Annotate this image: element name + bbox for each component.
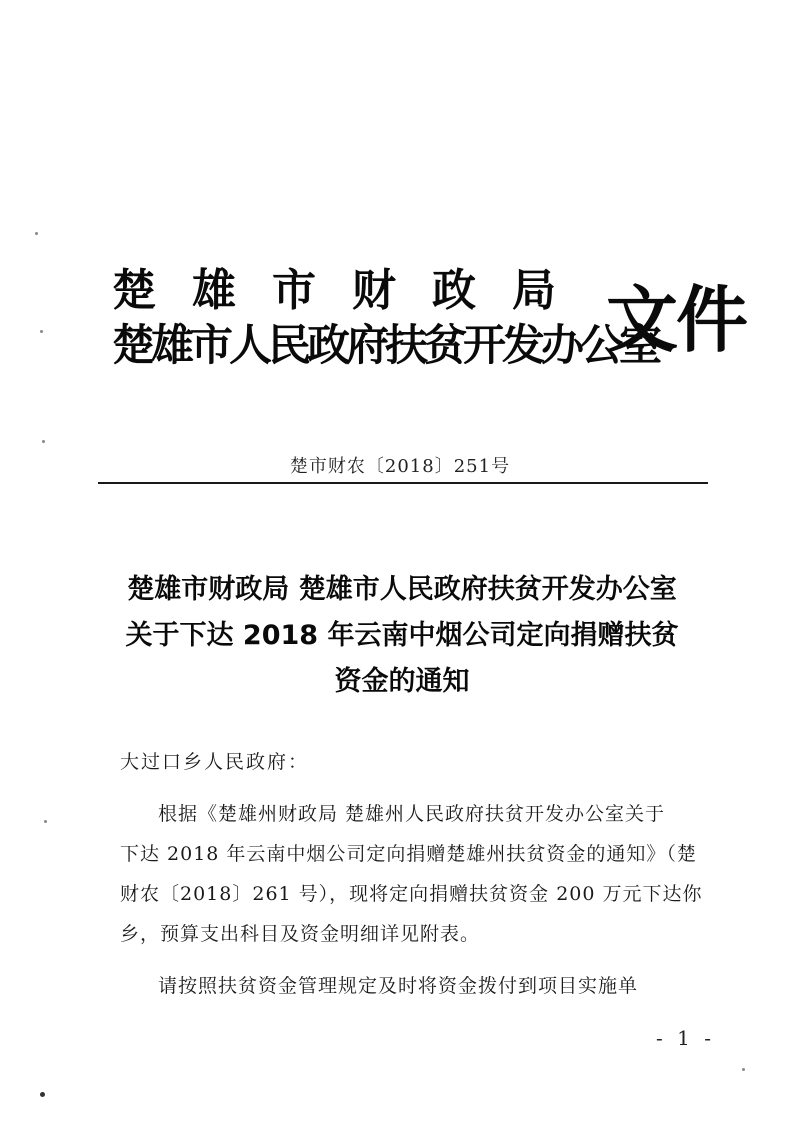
header-divider	[98, 482, 708, 484]
scan-speck	[742, 1068, 745, 1071]
document-label: 文件	[606, 278, 747, 362]
paragraph-2-line-1: 请按照扶贫资金管理规定及时将资金拨付到项目实施单	[158, 975, 639, 997]
document-title	[96, 567, 708, 705]
paragraph-1-line-2: 下达 2018 年云南中烟公司定向捐赠楚雄州扶贫资金的通知》（楚	[120, 843, 697, 865]
paragraph-1-line-4: 乡，预算支出科目及资金明细详见附表。	[120, 923, 481, 945]
document-header	[112, 236, 747, 386]
scan-speck	[42, 440, 45, 443]
title-line-2: 关于下达 2018 年云南中烟公司定向捐赠扶贫	[125, 620, 679, 651]
document-body	[120, 742, 720, 1006]
scan-speck	[35, 232, 38, 235]
scan-speck	[40, 1092, 45, 1097]
title-line-1: 楚雄市财政局 楚雄市人民政府扶贫开发办公室	[127, 574, 677, 605]
document-number: 楚市财农〔2018〕251号	[289, 456, 511, 477]
title-line-3: 资金的通知	[334, 666, 470, 697]
issuing-org-2: 楚雄市人民政府扶贫开发办公室	[112, 321, 658, 371]
page-number: - 1 -	[656, 1026, 715, 1050]
salutation: 大过口乡人民政府：	[120, 751, 310, 773]
paragraph-1-line-3: 财农〔2018〕261 号），现将定向捐赠扶贫资金 200 万元下达你	[120, 883, 703, 905]
paragraph-1-line-1: 根据《楚雄州财政局 楚雄州人民政府扶贫开发办公室关于	[158, 803, 666, 825]
scan-speck	[40, 330, 43, 333]
issuing-org-1: 楚雄市财政局	[112, 265, 592, 316]
scan-speck	[44, 820, 47, 823]
